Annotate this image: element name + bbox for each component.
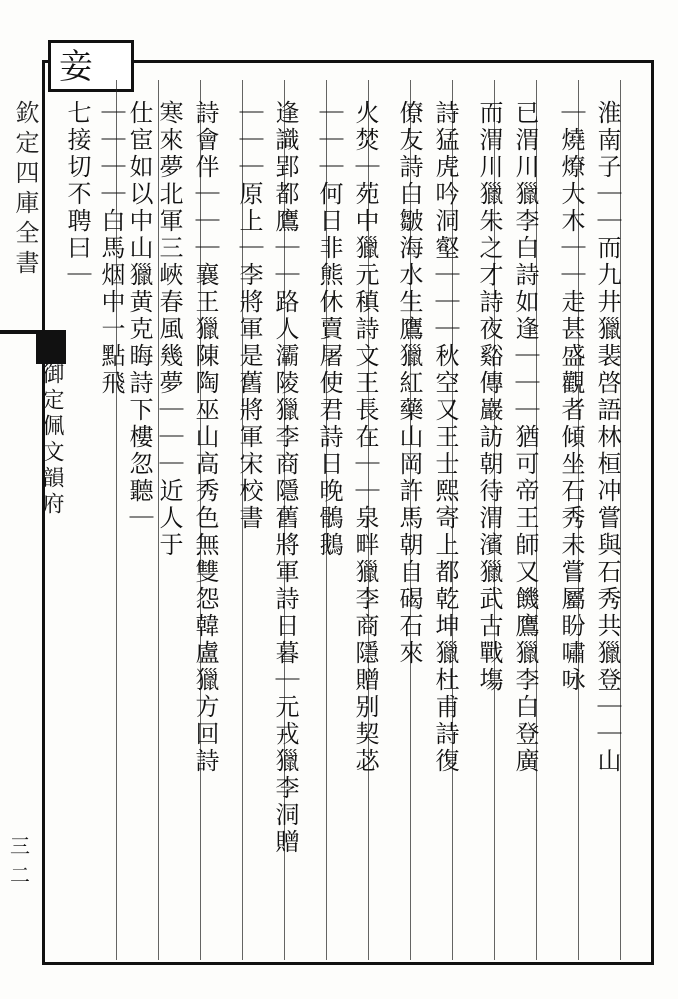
page-number: 三二 xyxy=(10,834,30,887)
text-column: 已渭川獵李白詩如逢｜｜｜猶可帝王師又饑鷹獵李白登廣 xyxy=(511,100,539,775)
text-column: ｜燒燎大木｜｜走甚盛觀者傾坐石秀未嘗屬盼嘯咏 xyxy=(557,100,585,694)
text-column: 火焚｜苑中獵元稹詩文王長在｜｜泉畔獵李商隱贈别契苾 xyxy=(351,100,379,775)
text-column: 寒來夢北軍三峽春風幾夢｜｜｜近人于 xyxy=(155,100,183,559)
text-column: ｜｜｜｜白馬烟中一點飛 xyxy=(97,100,125,397)
text-column: 淮南子｜｜而九井獵裴啓語林桓冲嘗與石秀共獵登｜｜山 xyxy=(593,100,621,775)
rhyme-heading-box xyxy=(48,40,134,92)
text-column: 僚友詩白皺海水生鷹獵紅藥山岡許馬朝自碣石來 xyxy=(395,100,423,667)
text-column: ｜｜｜原上｜李將軍是舊將軍宋校書 xyxy=(235,100,263,532)
book-title: 欽定四庫全書 xyxy=(11,100,39,280)
text-column: 逢識郢都鷹｜｜路人灞陵獵李商隱舊將軍詩日暮｜元戎獵李洞贈 xyxy=(271,100,299,856)
side-title: 御定佩文韻府 xyxy=(39,362,64,518)
text-column: 七接切不聘曰｜ xyxy=(63,100,91,289)
fishtail-mark xyxy=(0,330,40,334)
text-column: 詩猛虎吟洞壑｜｜｜秋空又王士熙寄上都乾坤獵杜甫詩復 xyxy=(431,100,459,775)
text-column: 仕宦如以中山獵黄克晦詩下樓忽聽｜ xyxy=(125,100,153,532)
text-column: ｜｜｜何日非熊休賣屠使君詩日晚鶻鵝 xyxy=(315,100,343,559)
text-column: 而渭川獵朱之才詩夜谿傳巖訪朝待渭濱獵武古戰塲 xyxy=(475,100,503,694)
text-column: 詩會伴｜｜｜襄王獵陳陶巫山高秀色無雙怨韓盧獵方回詩 xyxy=(191,100,219,775)
rhyme-character: 妾 xyxy=(59,47,93,87)
